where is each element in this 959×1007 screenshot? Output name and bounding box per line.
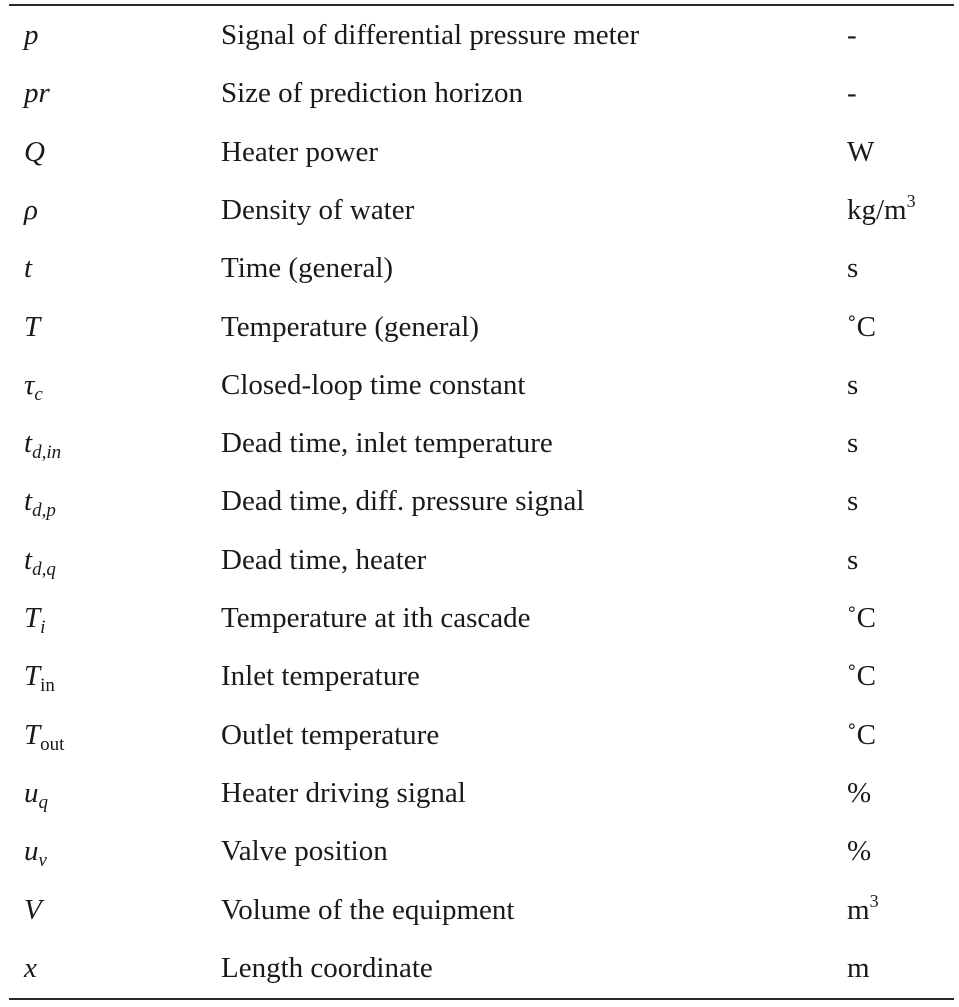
table-row xyxy=(9,822,954,880)
table-row xyxy=(9,764,954,822)
symbol-cell xyxy=(24,356,43,414)
description-cell: Closed-loop time constant xyxy=(221,368,526,401)
symbol-text: T xyxy=(24,602,41,634)
unit-text: % xyxy=(847,835,872,868)
symbol-text: V xyxy=(24,893,42,926)
description-cell: Temperature (general) xyxy=(221,310,479,343)
unit-text: - xyxy=(847,77,857,110)
description-cell: Time (general) xyxy=(221,252,394,285)
unit-cell xyxy=(847,531,858,589)
description-cell: Length coordinate xyxy=(221,951,433,984)
symbol-cell xyxy=(24,531,56,589)
unit-text: s xyxy=(847,543,859,576)
symbol-cell xyxy=(24,822,47,880)
description-cell: Volume of the equipment xyxy=(221,893,515,926)
symbol-cell xyxy=(24,181,38,239)
symbol-text: t xyxy=(24,427,33,460)
symbol-cell xyxy=(24,647,55,705)
unit-text: ˚C xyxy=(847,660,876,693)
description-cell: Outlet temperature xyxy=(221,718,440,751)
symbol-cell xyxy=(24,64,50,122)
description-cell: Signal of differential pressure meter xyxy=(221,19,640,51)
symbol-text: t xyxy=(24,543,33,576)
unit-text: m xyxy=(847,951,870,984)
table-row xyxy=(9,531,954,589)
unit-cell xyxy=(847,64,857,122)
description-cell: Heater driving signal xyxy=(221,776,466,809)
symbol-text: t xyxy=(24,252,33,285)
symbol-cell xyxy=(24,939,37,997)
unit-cell xyxy=(847,472,858,530)
description-cell: Density of water xyxy=(221,193,415,226)
table-row xyxy=(9,123,954,181)
description-cell: Inlet temperature xyxy=(221,660,420,693)
symbol-text: pr xyxy=(24,77,50,110)
symbol-subscript: v xyxy=(38,850,47,872)
description-cell: Size of prediction horizon xyxy=(221,77,523,110)
symbol-cell xyxy=(24,123,45,181)
symbol-text: x xyxy=(24,951,37,984)
table-row xyxy=(9,472,954,530)
unit-cell xyxy=(847,822,871,880)
nomenclature-table xyxy=(9,0,954,1007)
bottom-rule xyxy=(9,998,954,1000)
symbol-text: p xyxy=(24,19,39,51)
symbol-cell xyxy=(24,589,45,647)
symbol-cell xyxy=(24,239,32,297)
unit-text: m xyxy=(847,893,870,926)
description-cell: Dead time, inlet temperature xyxy=(221,427,553,460)
unit-text: s xyxy=(847,485,859,518)
symbol-cell xyxy=(24,881,42,939)
description-cell: Heater power xyxy=(221,135,378,168)
unit-cell xyxy=(847,764,871,822)
symbol-cell xyxy=(24,414,61,472)
symbol-cell xyxy=(24,764,48,822)
table-row xyxy=(9,706,954,764)
unit-superscript: 3 xyxy=(869,890,879,911)
unit-cell xyxy=(847,181,916,239)
unit-cell xyxy=(847,6,857,64)
symbol-subscript: in xyxy=(40,675,55,697)
table-row xyxy=(9,414,954,472)
symbol-cell xyxy=(24,298,40,356)
symbol-subscript: i xyxy=(40,617,46,638)
symbol-text: u xyxy=(24,776,39,809)
table-row xyxy=(9,298,954,356)
unit-text: ˚C xyxy=(847,718,876,751)
symbol-text: T xyxy=(24,310,41,343)
symbol-text: t xyxy=(24,485,33,518)
table-row xyxy=(9,939,954,997)
symbol-text: u xyxy=(24,835,39,868)
unit-cell xyxy=(847,298,876,356)
unit-cell xyxy=(847,647,876,705)
table-row xyxy=(9,881,954,939)
unit-cell xyxy=(847,939,870,997)
unit-text: % xyxy=(847,776,872,809)
table-row xyxy=(9,239,954,297)
symbol-cell xyxy=(24,706,64,764)
symbol-subscript: q xyxy=(38,791,48,813)
symbol-subscript: d,in xyxy=(32,442,62,464)
unit-superscript: 3 xyxy=(906,190,916,211)
symbol-text: ρ xyxy=(24,193,38,226)
unit-text: ˚C xyxy=(847,602,876,634)
description-cell: Dead time, diff. pressure signal xyxy=(221,485,585,518)
symbol-subscript: d,q xyxy=(32,558,56,580)
unit-cell xyxy=(847,356,858,414)
symbol-text: T xyxy=(24,660,41,693)
description-cell: Temperature at ith cascade xyxy=(221,602,531,634)
symbol-subscript: c xyxy=(34,383,43,405)
symbol-text: Q xyxy=(24,135,45,168)
table-row xyxy=(9,64,954,122)
description-cell: Dead time, heater xyxy=(221,543,427,576)
unit-text: - xyxy=(847,19,857,51)
symbol-cell xyxy=(24,472,56,530)
unit-text: s xyxy=(847,427,859,460)
description-cell: Valve position xyxy=(221,835,388,868)
unit-text: s xyxy=(847,252,859,285)
symbol-text: τ xyxy=(24,368,35,401)
unit-cell xyxy=(847,881,879,939)
unit-text: s xyxy=(847,368,859,401)
unit-cell xyxy=(847,414,858,472)
table-row xyxy=(9,356,954,414)
table-row xyxy=(9,589,954,647)
symbol-text: T xyxy=(24,718,41,751)
table-row xyxy=(9,6,954,64)
unit-cell xyxy=(847,123,874,181)
table-row xyxy=(9,181,954,239)
symbol-subscript: d,p xyxy=(32,500,56,522)
unit-cell xyxy=(847,706,876,764)
symbol-subscript: out xyxy=(40,733,65,755)
unit-text: W xyxy=(847,135,875,168)
unit-cell xyxy=(847,589,876,647)
unit-text: kg/m xyxy=(847,193,907,226)
symbol-cell xyxy=(24,6,39,64)
table-row xyxy=(9,647,954,705)
unit-text: ˚C xyxy=(847,310,876,343)
unit-cell xyxy=(847,239,858,297)
